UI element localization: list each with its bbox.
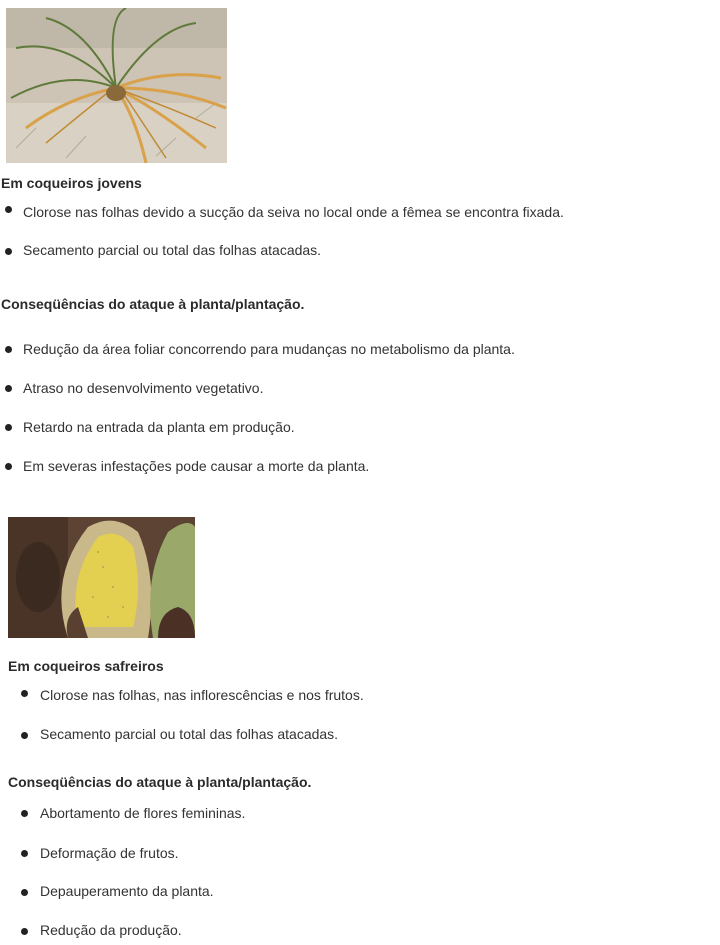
bullet-icon xyxy=(5,346,12,353)
list-item: Abortamento de flores femininas. xyxy=(40,805,246,821)
bullet-icon xyxy=(21,810,28,817)
list-item: Clorose nas folhas devido a sucção da seiva no local onde a fêmea se encontra fixada. xyxy=(23,204,564,220)
bullet-icon xyxy=(5,385,12,392)
list-item: Deformação de frutos. xyxy=(40,845,179,861)
list-item: Clorose nas folhas, nas inflorescências e nos frutos. xyxy=(40,687,364,703)
list-item: Retardo na entrada da planta em produção. xyxy=(23,419,295,435)
young-coconut-palm-photo xyxy=(6,8,227,163)
section1-consequences-heading: Conseqüências do ataque à planta/plantação. xyxy=(1,296,305,312)
bullet-icon xyxy=(21,928,28,935)
section1-heading: Em coqueiros jovens xyxy=(1,175,142,191)
bullet-icon xyxy=(5,206,12,213)
bullet-icon xyxy=(5,463,12,470)
list-item: Redução da produção. xyxy=(40,922,182,938)
list-item: Secamento parcial ou total das folhas atacadas. xyxy=(40,726,339,742)
bullet-icon xyxy=(21,690,28,697)
bullet-icon xyxy=(21,732,28,739)
list-item: Depauperamento da planta. xyxy=(40,883,214,899)
bullet-icon xyxy=(5,424,12,431)
section2-consequences-heading: Conseqüências do ataque à planta/plantação. xyxy=(8,774,312,790)
list-item: Redução da área foliar concorrendo para mudanças no metabolismo da planta. xyxy=(23,341,515,357)
bullet-icon xyxy=(5,248,12,255)
list-item: Atraso no desenvolvimento vegetativo. xyxy=(23,380,264,396)
bullet-icon xyxy=(21,850,28,857)
section2-heading: Em coqueiros safreiros xyxy=(8,658,164,674)
list-item: Em severas infestações pode causar a morte da planta. xyxy=(23,458,370,474)
coconut-fruits-photo xyxy=(8,517,195,638)
bullet-icon xyxy=(21,889,28,896)
list-item: Secamento parcial ou total das folhas atacadas. xyxy=(23,242,322,258)
